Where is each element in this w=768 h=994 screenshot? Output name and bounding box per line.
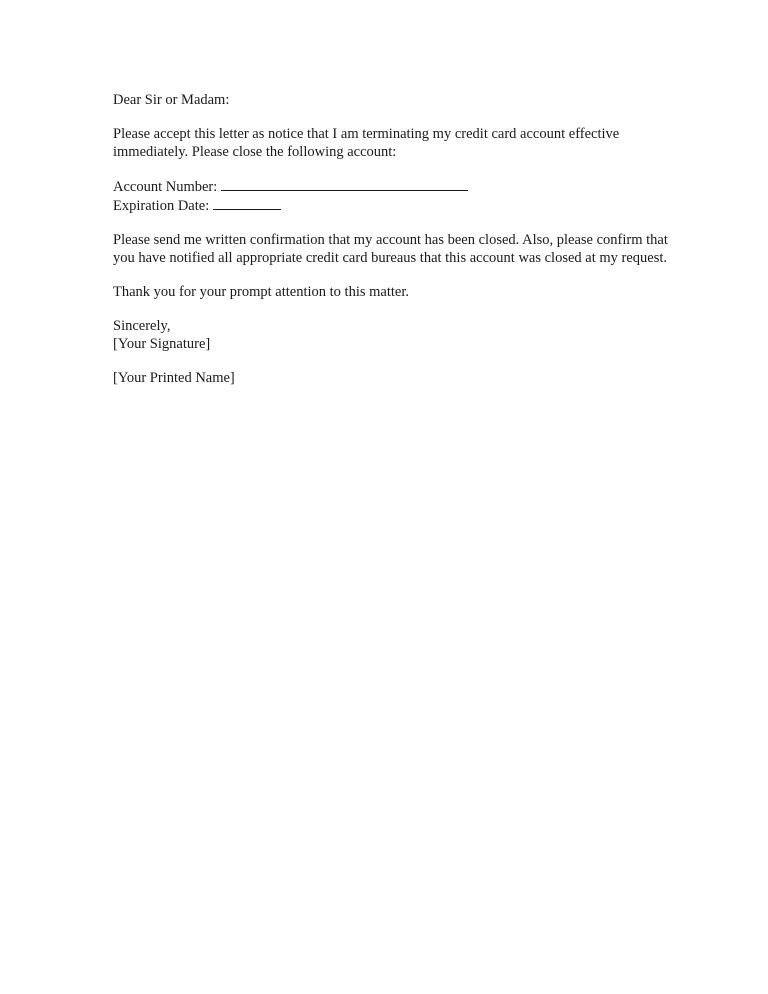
expiration-date-blank-line	[213, 196, 281, 210]
account-number-row	[113, 177, 673, 196]
account-fields	[113, 177, 673, 215]
paragraph-confirmation-request: Please send me written confirmation that my account has been closed. Also, please confirm that you have notified all appropriate credit card bureaus that this account was closed at my request.	[113, 232, 672, 266]
expiration-date-row	[113, 196, 673, 215]
account-number-blank-line	[221, 177, 468, 191]
account-number-label: Account Number:	[113, 179, 218, 195]
signature-placeholder: [Your Signature]	[113, 336, 211, 352]
letter-body	[113, 91, 673, 387]
printed-name-placeholder: [Your Printed Name]	[113, 370, 235, 386]
salutation: Dear Sir or Madam:	[113, 92, 230, 108]
paragraph-thank-you: Thank you for your prompt attention to this matter.	[113, 284, 409, 300]
closing-block	[113, 317, 673, 353]
closing: Sincerely,	[113, 318, 171, 334]
paragraph-termination-notice: Please accept this letter as notice that I am terminating my credit card account effective immediately. Please close the following account:	[113, 126, 623, 160]
expiration-date-label: Expiration Date:	[113, 198, 210, 214]
